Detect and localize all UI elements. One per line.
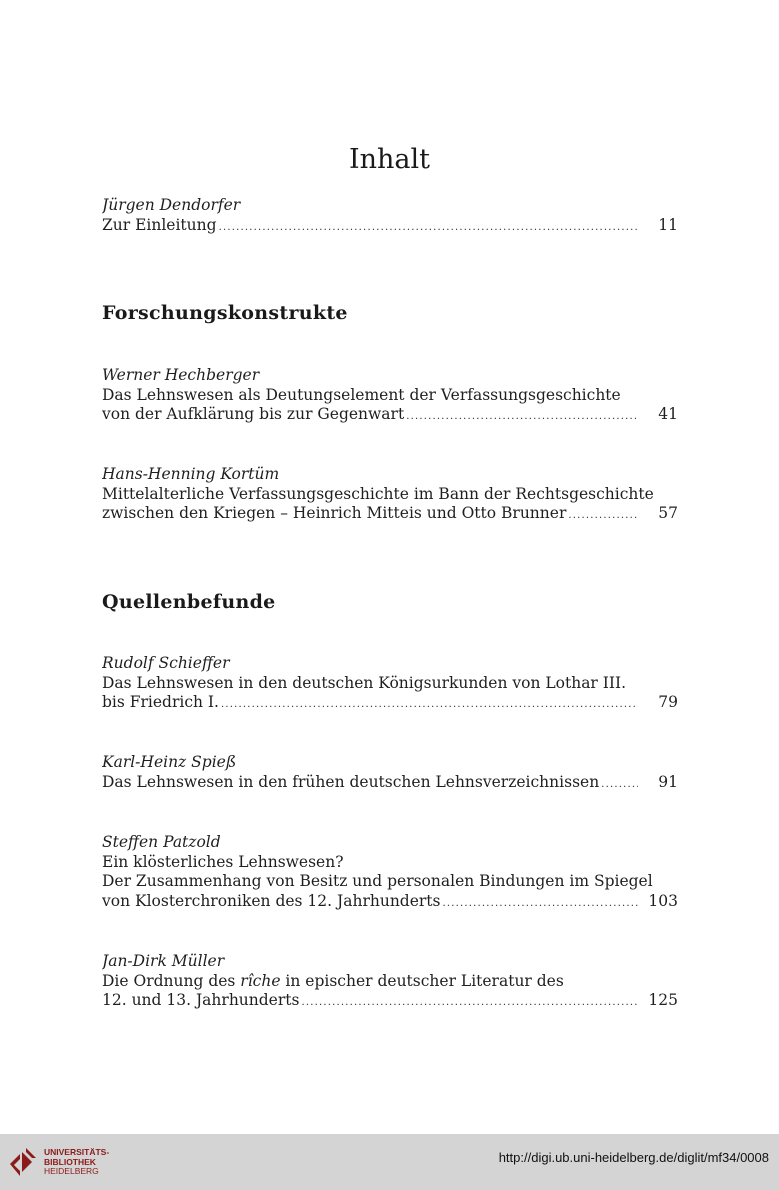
entry-title: zwischen den Kriegen – Heinrich Mitteis und Otto Brunner <box>102 504 567 523</box>
entry-author: Hans-Henning Kortüm <box>102 465 280 483</box>
entry-author: Jürgen Dendorfer <box>102 196 241 214</box>
logo-line: BIBLIOTHEK <box>44 1156 96 1167</box>
entry-author: Karl-Heinz Spieß <box>102 753 237 771</box>
entry-title-italic: rîche <box>240 971 281 990</box>
page-number: 11 <box>658 215 678 234</box>
entry-title-part: in epischer deutscher Literatur des <box>280 971 564 990</box>
entry-title-line <box>102 892 678 912</box>
entry-title: 12. und 13. Jahrhunderts <box>102 991 300 1010</box>
entry-title-line <box>102 216 678 236</box>
entry-author: Steffen Patzold <box>102 833 221 851</box>
entry-author: Jan-Dirk Müller <box>102 952 225 970</box>
leader-dots <box>601 775 638 793</box>
toc-entry <box>102 465 678 524</box>
entry-title-line <box>102 991 678 1011</box>
leader-dots <box>221 695 638 713</box>
entry-title: Mittelalterliche Verfassungsgeschichte im Bann der Rechtsgeschichte <box>102 484 654 503</box>
entry-title <box>102 972 678 992</box>
entry-title: von Klosterchroniken des 12. Jahrhunderts <box>102 891 441 910</box>
logo-line: HEIDELBERG <box>44 1166 99 1176</box>
toc-entry <box>102 366 678 425</box>
toc-entry <box>102 952 678 1011</box>
entry-title: Das Lehnswesen in den frühen deutschen Lehnsverzeichnissen <box>102 772 600 791</box>
entry-title-line <box>102 405 678 425</box>
toc-entry <box>102 654 678 713</box>
library-logo-icon <box>8 1146 38 1178</box>
page-number: 57 <box>658 504 678 523</box>
library-logo-text <box>44 1148 109 1177</box>
page-title: Inhalt <box>348 144 431 175</box>
page-number: 79 <box>658 693 678 712</box>
leader-dots <box>301 993 638 1011</box>
entry-title: bis Friedrich I. <box>102 693 219 712</box>
toc-entry <box>102 833 678 911</box>
page-number: 103 <box>648 891 678 910</box>
entry-title-part: Die Ordnung des <box>102 971 241 990</box>
leader-dots <box>568 506 638 524</box>
entry-title-line <box>102 693 678 713</box>
entry-author: Werner Hechberger <box>102 366 260 384</box>
entry-title-line <box>102 773 678 793</box>
entry-title: Das Lehnswesen in den deutschen Königsurkunden von Lothar III. <box>102 673 627 692</box>
logo-line: UNIVERSITÄTS- <box>44 1147 110 1157</box>
toc-entry <box>102 196 678 235</box>
page-number: 41 <box>658 405 678 424</box>
page-number: 91 <box>658 772 678 791</box>
entry-title: Zur Einleitung <box>102 215 217 234</box>
entry-title-line <box>102 504 678 524</box>
toc-entry <box>102 753 678 792</box>
entry-title: von der Aufklärung bis zur Gegenwart <box>102 405 405 424</box>
leader-dots <box>406 407 638 425</box>
permalink-url[interactable]: http://digi.ub.uni-heidelberg.de/diglit/mf34/0008 <box>498 1150 769 1165</box>
page-number: 125 <box>648 991 678 1010</box>
leader-dots <box>219 218 638 236</box>
entry-subtitle: Der Zusammenhang von Besitz und personalen Bindungen im Spiegel <box>102 872 653 891</box>
entry-title: Ein klösterliches Lehnswesen? <box>102 852 344 871</box>
library-footer <box>0 1134 779 1190</box>
section-heading: Quellenbefunde <box>102 591 276 613</box>
leader-dots <box>443 894 639 912</box>
entry-title: Das Lehnswesen als Deutungselement der Verfassungsgeschichte <box>102 385 621 404</box>
entry-author: Rudolf Schieffer <box>102 654 230 672</box>
section-heading: Forschungskonstrukte <box>102 302 348 324</box>
